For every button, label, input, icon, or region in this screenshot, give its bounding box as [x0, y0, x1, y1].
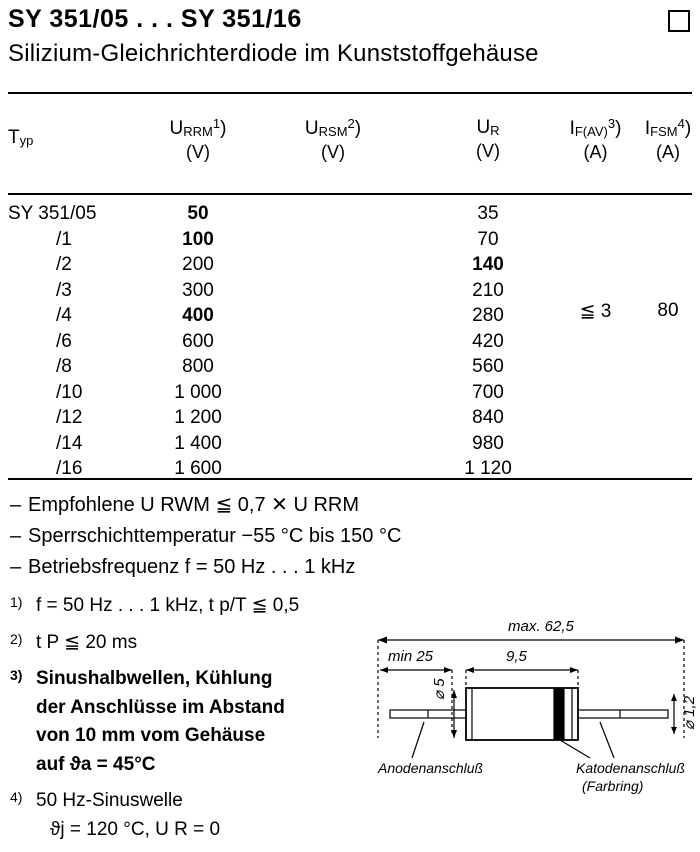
footnote-4: [10, 787, 370, 844]
footnote-text-line2: ϑj = 120 °C, U R = 0: [50, 818, 221, 840]
dimension-overall: max. 62,5: [508, 618, 574, 635]
table-row: [8, 407, 692, 433]
note-item: [10, 552, 570, 583]
footnote-marker: 4): [10, 789, 23, 805]
cell-ur: 1 120: [464, 458, 512, 479]
divider-table-header: [8, 193, 692, 195]
column-header-ursm: URSM$^2$) (V): [304, 116, 362, 162]
cell-typ: /8: [56, 356, 72, 377]
cell-urrm: 200: [182, 254, 214, 275]
page-title: SY 351/05 . . . SY 351/16: [8, 5, 302, 33]
footnotes-list: [10, 592, 370, 852]
cell-typ: /14: [56, 432, 83, 454]
cell-urrm: 1 000: [174, 381, 222, 403]
dimension-lead-diameter: ⌀ 1,2: [681, 695, 698, 730]
cell-typ: /2: [56, 254, 72, 275]
cell-typ: /12: [56, 407, 83, 428]
cell-ur: 140: [472, 254, 504, 275]
dimension-min-lead: min 25: [388, 648, 434, 665]
column-header-urrm: URRM$^1$) (V): [169, 116, 227, 162]
cell-urrm: 1 600: [174, 458, 222, 479]
footnote-text-line2: der Anschlüsse im Abstand: [36, 696, 285, 718]
cell-urrm: 1 400: [174, 432, 222, 454]
label-anode: Anodenanschluß: [378, 760, 484, 776]
cell-typ: SY 351/05: [8, 203, 97, 224]
divider-top: [8, 92, 692, 94]
note-text: Betriebsfrequenz f = 50 Hz . . . 1 kHz: [28, 556, 356, 578]
cell-typ: /10: [56, 381, 83, 403]
cell-ur: 980: [472, 432, 504, 454]
footnote-text: Sinushalbwellen, Kühlung: [36, 668, 273, 689]
column-header-ur: UR (V): [476, 117, 500, 161]
table-row: [8, 331, 692, 357]
divider-bottom: [8, 478, 692, 480]
page-subtitle: Silizium-Gleichrichterdiode im Kunststoffgehäuse: [8, 40, 539, 67]
cell-ur: 35: [477, 203, 499, 224]
footnote-text: f = 50 Hz . . . 1 kHz, t p/T ≦ 0,5: [36, 595, 300, 616]
table-row: [8, 356, 692, 382]
footnote-marker: 1): [10, 594, 23, 610]
table-body: [8, 203, 692, 484]
label-cathode-colorband: (Farbring): [582, 778, 644, 794]
dash-bullet-icon: –: [10, 494, 22, 516]
cell-urrm: 600: [182, 330, 214, 352]
footnote-marker: 2): [10, 630, 23, 647]
cell-ur: 700: [472, 381, 504, 403]
cell-typ: /4: [56, 305, 72, 326]
dimension-body-length: 9,5: [506, 648, 527, 665]
footnote-marker: 3): [10, 667, 23, 683]
cell-urrm: 100: [182, 228, 214, 250]
cell-ur: 560: [472, 356, 504, 377]
header: [8, 6, 692, 34]
cell-ur: 280: [472, 305, 504, 326]
footnote-text: t P ≦ 20 ms: [36, 631, 138, 653]
footnote-text-line3: von 10 mm vom Gehäuse: [36, 725, 266, 746]
cell-urrm: 1 200: [174, 407, 222, 428]
column-header-typ: Typ: [8, 127, 34, 148]
label-cathode: Katodenanschluß: [576, 760, 685, 776]
note-text: Empfohlene U RWM ≦ 0,7 ✕ U RRM: [28, 494, 360, 516]
corner-square-icon: [668, 10, 690, 32]
table-row: [8, 229, 692, 255]
cell-ur: 70: [477, 228, 499, 250]
cell-urrm: 300: [182, 279, 214, 301]
footnote-1: [10, 592, 370, 621]
dash-bullet-icon: –: [10, 525, 22, 547]
cell-ur: 210: [472, 279, 504, 301]
package-drawing: [368, 618, 698, 828]
note-text: Sperrschichttemperatur −55 °C bis 150 °C: [28, 525, 402, 547]
cell-if-av: ≦ 3: [579, 301, 612, 322]
column-header-ifsm: IFSM$^4$) (A): [644, 116, 692, 162]
cell-urrm: 50: [187, 203, 209, 224]
dimension-body-diameter: ⌀ 5: [431, 678, 448, 700]
footnote-3: [10, 665, 370, 779]
note-item: [10, 521, 570, 552]
table-row: [8, 254, 692, 280]
cell-typ: /3: [56, 279, 72, 301]
footnote-text: 50 Hz-Sinuswelle: [36, 790, 183, 811]
table-row: [8, 382, 692, 408]
column-header-if-av: IF(AV)$^3$) (A): [569, 116, 622, 162]
cell-ifsm: 80: [657, 300, 679, 321]
footnote-text-line4: auf ϑa = 45°C: [36, 753, 156, 775]
cell-urrm: 400: [182, 305, 214, 326]
cell-typ: /6: [56, 330, 72, 352]
table-row: [8, 203, 692, 229]
note-item: [10, 490, 570, 521]
cell-urrm: 800: [182, 356, 214, 377]
cell-ur: 420: [472, 330, 504, 352]
dash-bullet-icon: –: [10, 556, 22, 578]
table-header: [8, 104, 692, 188]
notes-list: [10, 490, 570, 583]
cell-typ: /16: [56, 458, 83, 479]
footnote-2: [10, 629, 370, 658]
cell-typ: /1: [56, 228, 72, 250]
cell-ur: 840: [472, 407, 504, 428]
table-row: [8, 433, 692, 459]
